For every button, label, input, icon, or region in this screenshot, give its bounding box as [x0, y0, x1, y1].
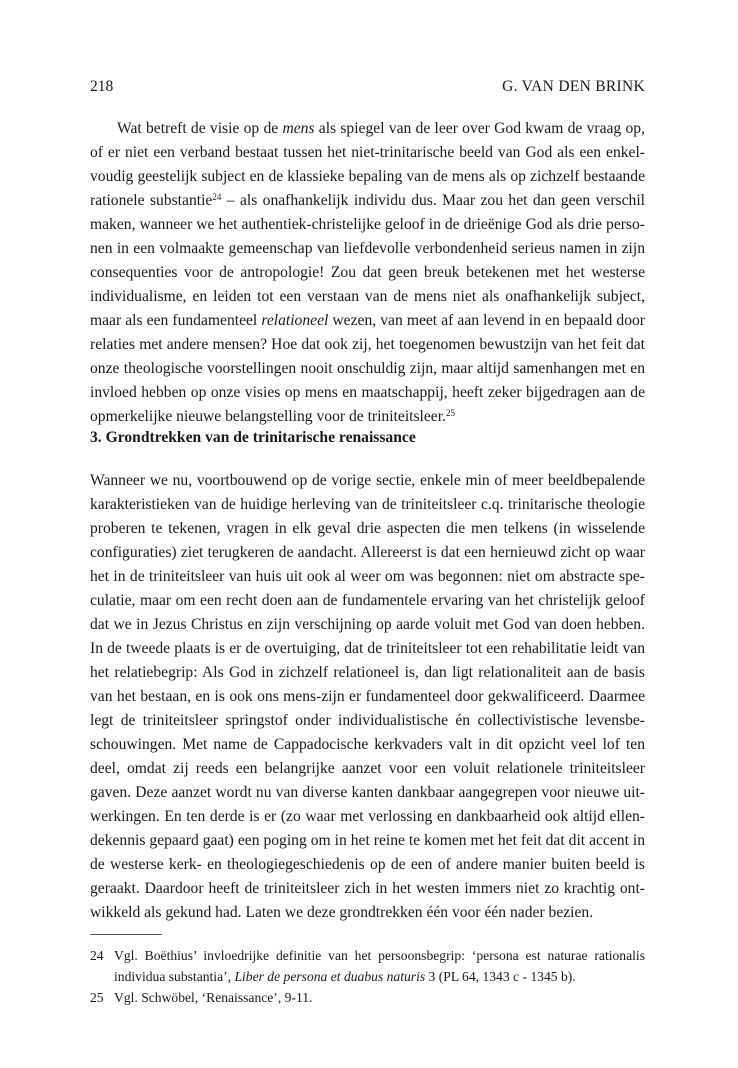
text-run: – als onafhankelijk individu dus. Maar zou het dan geen verschil [221, 192, 645, 209]
text-line [117, 117, 645, 141]
text-run: gaven. Deze aanzet wordt nu van diverse kanten dankbaar aangegrepen voor nieuwe uit- [90, 784, 645, 801]
italic-text: relationeel [261, 312, 329, 329]
text-run: maken, wanneer we het authentiek-christelijke geloof in de drieënige God als drie perso- [90, 216, 645, 233]
text-line [90, 381, 645, 405]
text-line [90, 637, 645, 661]
text-run: legt de triniteitsleer springstof onder individualistische én collectivistische levensbe- [90, 712, 645, 729]
text-line [90, 805, 645, 829]
footnote-separator [90, 934, 162, 935]
text-line [90, 213, 645, 237]
text-run: onze theologische voorstellingen nooit onschuldig zijn, maar altijd samenhangen met en [90, 360, 645, 377]
text-run: individualisme, en leiden tot een verstaan van de mens niet als onafhankelijk subject, [90, 288, 645, 305]
text-run: Wat betreft de visie op de [117, 120, 283, 137]
text-run: als spiegel van de leer over God kwam de vraag op, [314, 120, 645, 137]
text-line [90, 309, 645, 333]
text-run: wikkeld als gekund had. Laten we deze grondtrekken één voor één nader bezien. [90, 904, 594, 921]
text-line [90, 469, 645, 493]
text-run: rationele substantie [90, 192, 213, 209]
text-line [90, 733, 645, 757]
text-line [90, 901, 645, 925]
text-line [90, 285, 645, 309]
text-run: het in de triniteitsleer van huis uit ook al weer om was begonnen: niet om abstracte spe- [90, 568, 645, 585]
text-line [90, 517, 645, 541]
text-run: invloed hebben op onze visies op mens en maatschappij, heeft zeker bijgedragen aan de [90, 384, 645, 401]
text-line [90, 685, 645, 709]
text-run: de westerse kerk- en theologiegeschiedenis op de een of andere manier buiten beeld is [90, 856, 645, 873]
text-line [90, 541, 645, 565]
text-line [90, 877, 645, 901]
text-line [90, 589, 645, 613]
text-line [90, 757, 645, 781]
footnote-number: 25 [90, 990, 104, 1005]
section-heading: 3. Grondtrekken van de trinitarische renaissance [90, 429, 416, 446]
text-run: werkingen. En ten derde is er (zo waar met verlossing en dankbaarheid ook altijd ellen- [90, 808, 645, 825]
text-line [90, 141, 645, 165]
text-run: nen in een volmaakte gemeenschap van liefdevolle verbondenheid serieus namen in zijn [90, 240, 645, 257]
text-run: dat we in Jezus Christus en zijn verschijning op aarde voluit met God van doen hebben. [90, 616, 645, 633]
text-line [90, 189, 645, 213]
text-line [90, 661, 645, 685]
text-line [90, 357, 645, 381]
text-line [90, 493, 645, 517]
text-line [90, 165, 645, 189]
text-run: het relatiebegrip: Als God in zichzelf relationeel is, dan ligt relationaliteit aan de basis [90, 664, 645, 681]
footnote-number: 24 [90, 948, 104, 963]
text-run: dekennis gepaard gaat) een poging om in het reine te komen met het feit dat dit accent in [90, 832, 645, 849]
text-run: consequenties voor de antropologie! Zou dat geen breuk betekenen met het westerse [90, 264, 645, 281]
text-line [90, 565, 645, 589]
text-run: Wanneer we nu, voortbouwend op de vorige sectie, enkele min of meer beeldbepalende [90, 472, 645, 489]
running-head: G. VAN DEN BRINK [502, 78, 645, 95]
footnote-text-line [114, 988, 645, 1008]
text-line [90, 261, 645, 285]
text-line [90, 829, 645, 853]
text-run: of er niet een verband bestaat tussen het niet-trinitarische beeld van God als een enkel- [90, 144, 645, 161]
text-line [90, 781, 645, 805]
text-run: culatie, maar om een recht doen aan de fundamentele ervaring van het christelijk geloof [90, 592, 645, 609]
footnote-reference: 24 [212, 192, 222, 202]
text-line [90, 333, 645, 357]
text-line [90, 709, 645, 733]
text-line [90, 613, 645, 637]
text-line [90, 405, 645, 429]
text-line [90, 853, 645, 877]
text-run: van het bestaan, en is ook ons mens-zijn er fundamenteel door gekwalificeerd. Daarmee [90, 688, 645, 705]
text-run: karakteristieken van de huidige herleving van de triniteitsleer c.q. trinitarische theologie [90, 496, 645, 513]
italic-text: mens [282, 120, 315, 137]
text-line [90, 237, 645, 261]
text-run: geraakt. Daardoor heeft de triniteitsleer zich in het westen immers niet zo krachtig ont- [90, 880, 645, 897]
italic-text: Liber de persona et duabus naturis [234, 969, 426, 984]
text-run: opmerkelijke nieuwe belangstelling voor de triniteitsleer. [90, 408, 446, 425]
text-run: maar als een fundamenteel [90, 312, 262, 329]
text-run: schouwingen. Met name de Cappadocische kerkvaders valt in dit opzicht veel lof ten [90, 736, 645, 753]
footnote-text-line [114, 967, 645, 987]
text-run: Vgl. Boëthius’ invloedrijke definitie van het persoonsbegrip: ‘persona est naturae rationalis [114, 948, 645, 963]
footnote-text-line [114, 946, 645, 966]
text-run: In de tweede plaats is er de overtuiging, dat de triniteitsleer tot een rehabilitatie leidt van [90, 640, 645, 657]
text-run: individua substantia’, [114, 969, 235, 984]
footnote-reference: 25 [445, 408, 455, 418]
text-run: wezen, van meet af aan levend in en bepaald door [328, 312, 645, 329]
text-run: Vgl. Schwöbel, ‘Renaissance’, 9-11. [114, 990, 313, 1005]
text-run: 3 (PL 64, 1343 c - 1345 b). [425, 969, 576, 984]
text-run: relaties met andere mensen? Hoe dat ook zij, het toegenomen bewustzijn van het feit dat [90, 336, 645, 353]
text-run: proberen te tekenen, vragen in elk geval drie aspecten die men telkens (in wisselende [90, 520, 645, 537]
page-number: 218 [90, 78, 114, 95]
text-run: voudig geestelijk subject en de klassieke bepaling van de mens als op zichzelf bestaande [90, 168, 645, 185]
text-run: configuraties) ziet terugkeren de aandacht. Allereerst is dat een hernieuwd zicht op waar [90, 544, 645, 561]
text-run: deel, omdat zij reeds een belangrijke aanzet voor een voluit relationele triniteitsleer [90, 760, 645, 777]
